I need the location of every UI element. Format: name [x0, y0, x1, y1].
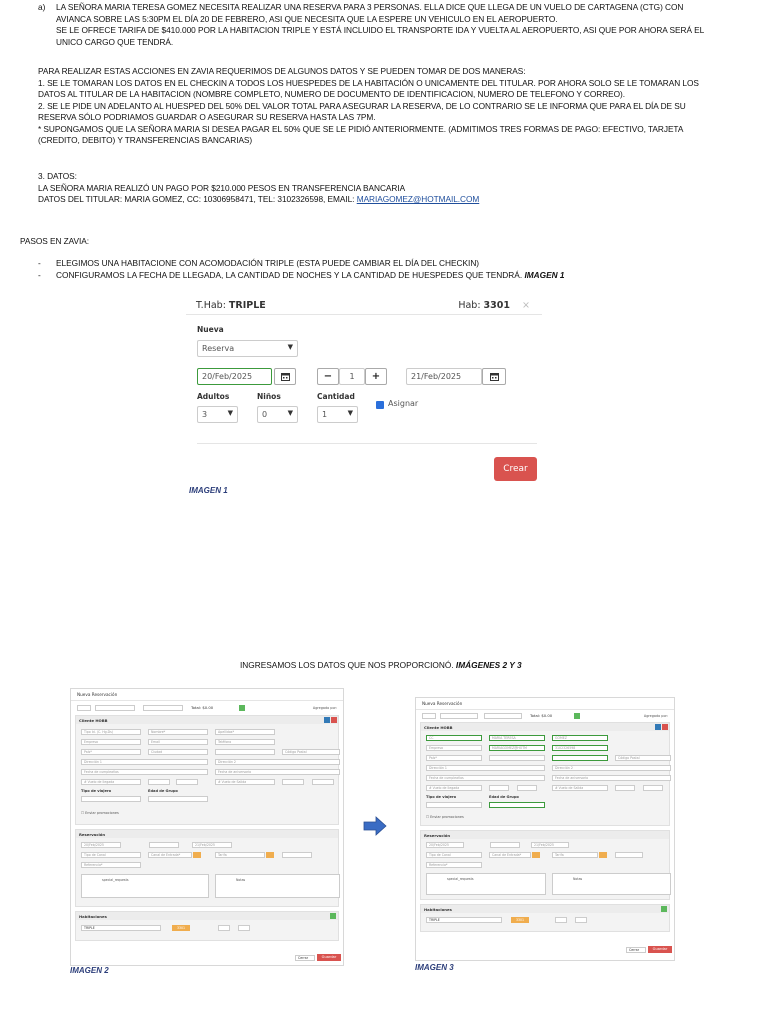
intro-line-4: UNICO CARGO QUE TENDRÁ.	[56, 36, 174, 47]
reserva-section	[75, 829, 339, 907]
tipo-id-field[interactable]: CC	[426, 735, 482, 741]
cliente-header: Cliente HOBB	[76, 716, 338, 724]
hab-select-2[interactable]	[238, 925, 250, 931]
select-1[interactable]	[440, 713, 478, 719]
add-room-icon[interactable]	[661, 906, 667, 912]
edad-grupo-label: Edad de Grupo	[148, 789, 178, 793]
cantidad-select[interactable]	[317, 406, 358, 423]
delete-icon[interactable]	[331, 717, 337, 723]
habit-section	[75, 911, 339, 941]
reserva-header: Reservación	[421, 831, 669, 839]
tipo-canal[interactable]: Tipo de Canal	[426, 852, 482, 858]
checkbox-icon	[376, 408, 384, 416]
total-label: Total: $0.00	[530, 713, 553, 718]
calendar-icon	[490, 372, 499, 381]
date-to[interactable]: 21/Feb/2025	[531, 842, 569, 848]
calendar-icon	[281, 372, 290, 381]
salida-field[interactable]: # Vuelo de Salida	[215, 779, 275, 785]
promo-label: Enviar promociones	[85, 811, 119, 815]
reserva-section	[420, 830, 670, 900]
datos-item-1a: 1. SE LE TOMARAN LOS DATOS EN EL CHECKIN A TODOS LOS HUESPEDES DE LA HABITACIÓN O UNICAMENTE DEL TITULAR. POR AHORA SOLO SE LE TOMARAN LOS	[38, 77, 699, 88]
intro-line-3: SE LE OFRECE TARIFA DE $410.000 POR LA HABITACION TRIPLE Y ESTÁ INCLUIDO EL TRANSPORTE IDA Y VUELTA AL AEROPUERTO, ASI QUE POR AHORA SERÁ EL	[56, 25, 705, 35]
hab-label: Hab:	[458, 300, 484, 311]
hab-select-1[interactable]	[555, 917, 567, 923]
guardar-button[interactable]: Guardar	[317, 954, 341, 961]
special-label: special_requests	[102, 878, 129, 882]
nombre-field[interactable]: MARIA TERESA	[489, 735, 545, 741]
datos-intro: PARA REALIZAR ESTAS ACCIONES EN ZAVIA REQUERIMOS DE ALGUNOS DATOS Y SE PUEDEN TOMAR DE DOS MANERAS:	[38, 66, 526, 76]
ingresamos-em: IMÁGENES 2 Y 3	[455, 660, 522, 670]
adultos-label: Adultos	[197, 392, 230, 401]
notas-area[interactable]	[215, 874, 340, 898]
close-icon[interactable]: ×	[522, 300, 530, 311]
aniversario-field[interactable]: Fecha de aniversario	[552, 775, 671, 781]
ninos-value: 0	[262, 410, 268, 419]
cliente-section	[420, 722, 670, 826]
datos-3-holder: DATOS DEL TITULAR: MARIA GOMEZ, CC: 10306958471, TEL: 3102326598, EMAIL:	[38, 194, 357, 204]
thab-label: T.Hab:	[196, 300, 229, 311]
hh-select[interactable]	[282, 779, 304, 785]
chevron-down-icon: ▼	[227, 409, 233, 417]
tarifa-button[interactable]	[266, 852, 274, 858]
intro-paragraph	[38, 2, 753, 48]
promo-label: Enviar promociones	[430, 815, 464, 819]
date-from-value: 20/Feb/2025	[202, 372, 253, 381]
notas-label: Notas	[573, 877, 583, 881]
nights-value: 1	[349, 372, 355, 381]
date-to-calendar-button[interactable]	[482, 368, 506, 385]
image-1-reservation-widget	[186, 296, 544, 488]
datos-3-section	[38, 171, 753, 206]
tipo-viajero-select[interactable]	[81, 796, 141, 802]
date-from[interactable]: 20/Feb/2025	[81, 842, 121, 848]
empresa-field[interactable]: Empresa	[81, 739, 141, 745]
datos-section	[38, 66, 753, 147]
nights-input[interactable]	[339, 368, 365, 385]
image-3-form-filled	[415, 697, 675, 961]
datos-item-2a: 2. SE LE PIDE UN ADELANTO AL HUESPED DEL 50% DEL VALOR TOTAL PARA ASEGURAR LA RESERVA, DE LO CONTRARIO SE LE INFORMA QUE PARA EL DÍA DE SU	[38, 100, 686, 111]
empresa-field[interactable]: Empresa	[426, 745, 482, 751]
dir1-field[interactable]: Dirección 1	[426, 765, 545, 771]
asignar-checkbox[interactable]	[376, 401, 384, 409]
image-3-caption: IMAGEN 3	[415, 963, 454, 972]
date-from-input[interactable]	[197, 368, 272, 385]
amount-field[interactable]	[615, 852, 643, 858]
date-to-value: 21/Feb/2025	[411, 372, 462, 381]
hh-select[interactable]	[148, 779, 170, 785]
promo-checkbox[interactable]: ☐ Enviar promociones	[426, 815, 464, 819]
email-link[interactable]: MARIAGOMEZ@HOTMAIL.COM	[356, 194, 480, 204]
arrow-right-icon	[363, 816, 387, 836]
email-field[interactable]: Email	[148, 739, 208, 745]
image-2-form-empty	[70, 688, 344, 966]
dir2-field[interactable]: Dirección 2	[215, 759, 340, 765]
ciudad-field-2[interactable]	[215, 749, 275, 755]
mm-select[interactable]	[643, 785, 663, 791]
hh-select[interactable]	[615, 785, 635, 791]
nights-plus-button[interactable]: +	[365, 368, 387, 385]
added-by: Agregado por:	[643, 714, 668, 718]
promo-checkbox[interactable]: ☐ Enviar promociones	[81, 811, 119, 815]
nights-stepper[interactable]	[149, 842, 179, 848]
canal-add-button[interactable]	[532, 852, 540, 858]
tarifa[interactable]: Tarifa	[215, 852, 265, 858]
ninos-label: Niños	[257, 392, 281, 401]
canal-entrada[interactable]: Canal de Entrada*	[148, 852, 192, 858]
ingresamos-text: INGRESAMOS LOS DATOS QUE NOS PROPORCIONÓ.	[240, 660, 456, 670]
hab-tag[interactable]: 3301	[511, 917, 529, 923]
date-to[interactable]: 21/Feb/2025	[192, 842, 232, 848]
nights-stepper[interactable]	[490, 842, 520, 848]
llegada-field[interactable]: # Vuelo de llegada	[81, 779, 141, 785]
cantidad-label: Cantidad	[317, 392, 355, 401]
image-2-caption: IMAGEN 2	[70, 966, 109, 975]
edit-icon[interactable]	[655, 724, 661, 730]
currency-select[interactable]	[484, 713, 522, 719]
hh-select[interactable]	[489, 785, 509, 791]
intro-line-2: AVIANCA SOBRE LAS 5:30PM EL DÍA 20 DE FEBRERO, ASI QUE NECESITA QUE LA ESPERE UN VEHICULO EN EL AEROPUERTO.	[56, 13, 558, 24]
delete-icon[interactable]	[662, 724, 668, 730]
apellidos-field[interactable]: GOMEZ	[552, 735, 608, 741]
bullet-dash: -	[38, 258, 41, 268]
dir2-field[interactable]: Dirección 2	[552, 765, 671, 771]
thab-value: TRIPLE	[228, 300, 266, 311]
intro-line-1: LA SEÑORA MARIA TERESA GOMEZ NECESITA REALIZAR UNA RESERVA PARA 3 PERSONAS. ELLA DICE QUE LLEGA DE UN VUELO DE CARTAGENA (CTG) CON	[56, 2, 684, 12]
guardar-button[interactable]: Guardar	[648, 946, 672, 953]
ciudad-field[interactable]	[489, 755, 545, 761]
hab-select-2[interactable]	[575, 917, 587, 923]
chevron-down-icon: ▼	[287, 409, 293, 417]
mm-select[interactable]	[517, 785, 537, 791]
reserva-header: Reservación	[76, 830, 338, 838]
special-requests[interactable]	[426, 873, 546, 895]
hab-value: 3301	[483, 300, 510, 311]
aniversario-field[interactable]: Fecha de aniversario	[215, 769, 340, 775]
small-select[interactable]	[77, 705, 91, 711]
datos-item-1b: DATOS AL TITULAR DE LA HABITACION (NOMBRE COMPLETO, NUMERO DE DOCUMENTO DE IDENTIFICACION, NUMERO DE TELEFONO Y CORREO).	[38, 89, 626, 99]
edad-grupo-select[interactable]	[489, 802, 545, 808]
pasos-bullet-1-text: ELEGIMOS UNA HABITACIONE CON ACOMODACIÓN TRIPLE (ESTA PUEDE CAMBIAR EL DÍA DEL CHECKIN)	[56, 258, 480, 268]
image-1-caption: IMAGEN 1	[189, 486, 228, 495]
pasos-title: PASOS EN ZAVIA:	[20, 236, 90, 246]
notas-area[interactable]	[552, 873, 671, 895]
chevron-down-icon: ▼	[347, 409, 353, 417]
divider	[197, 443, 537, 444]
habit-header: Habitaciones	[76, 912, 338, 920]
cumple-field[interactable]: Fecha de cumpleaños	[426, 775, 545, 781]
hab-tipo[interactable]: TRIPLE	[426, 917, 502, 923]
date-from-calendar-button[interactable]	[274, 368, 296, 385]
mm-select[interactable]	[176, 779, 198, 785]
cantidad-value: 1	[322, 410, 328, 419]
edad-grupo-select[interactable]	[148, 796, 208, 802]
nombre-field[interactable]: Nombre*	[148, 729, 208, 735]
chevron-down-icon: ▼	[287, 343, 293, 351]
pais-field[interactable]: País*	[426, 755, 482, 761]
telefono-field[interactable]: 3102326598	[552, 745, 608, 751]
datos-note-a: * SUPONGAMOS QUE LA SEÑORA MARIA SI DESEA PAGAR EL 50% QUE SE LE PIDIÓ ANTERIORMENTE. (ADMITIMOS TRES FORMAS DE PAGO: EFECTIVO, TARJETA	[38, 123, 684, 134]
adultos-select[interactable]	[197, 406, 238, 423]
added-by: Agregado por:	[312, 706, 337, 710]
pasos-bullet-2-em: IMAGEN 1	[524, 270, 565, 280]
tipo-viajero-select[interactable]	[426, 802, 482, 808]
habit-section	[420, 904, 670, 932]
datos-3-heading: 3. DATOS:	[38, 171, 77, 181]
pais-field[interactable]: País*	[81, 749, 141, 755]
special-requests[interactable]	[81, 874, 209, 898]
nueva-label: Nueva	[197, 325, 224, 334]
special-label: special_requests	[447, 877, 474, 881]
cp-field[interactable]: Código Postal	[282, 749, 340, 755]
ninos-select[interactable]	[257, 406, 298, 423]
edad-grupo-label: Edad de Grupo	[489, 795, 519, 799]
notas-label: Notas	[236, 878, 246, 882]
refresh-icon[interactable]	[574, 713, 580, 719]
asignar-label: Asignar	[388, 399, 419, 408]
mm-select[interactable]	[312, 779, 334, 785]
cliente-header: Cliente HOBB	[421, 723, 669, 731]
form-title: Nueva Reservación	[77, 692, 118, 697]
ingresamos-line	[240, 660, 522, 670]
select-1[interactable]	[95, 705, 135, 711]
cliente-section	[75, 715, 339, 825]
datos-3-payment: LA SEÑORA MARIA REALIZÓ UN PAGO POR $210.000 PESOS EN TRANSFERENCIA BANCARIA	[38, 182, 406, 193]
form-title: Nueva Reservación	[422, 701, 463, 706]
referencia[interactable]: Referencia*	[81, 862, 141, 868]
adultos-value: 3	[202, 410, 208, 419]
tarifa[interactable]: Tarifa	[552, 852, 598, 858]
tipo-viajero-label: Tipo de viajero	[81, 789, 112, 793]
small-select[interactable]	[422, 713, 436, 719]
divider	[186, 314, 542, 315]
pasos-bullet-1	[38, 258, 479, 270]
date-to-input[interactable]	[406, 368, 482, 385]
divider	[416, 709, 674, 710]
tipo-viajero-label: Tipo de viajero	[426, 795, 457, 799]
hab-tipo[interactable]: TRIPLE	[81, 925, 161, 931]
cerrar-button[interactable]: Cerrar	[626, 947, 646, 953]
dir1-field[interactable]: Dirección 1	[81, 759, 208, 765]
cerrar-button[interactable]: Cerrar	[295, 955, 315, 961]
hab-tag[interactable]: 3301	[172, 925, 190, 931]
habit-header: Habitaciones	[421, 905, 669, 913]
ciudad-field[interactable]: Ciudad	[148, 749, 208, 755]
canal-add-button[interactable]	[193, 852, 201, 858]
ciudad-field-2[interactable]	[552, 755, 608, 761]
divider	[71, 700, 343, 701]
intro-marker: a)	[38, 2, 46, 12]
crear-button[interactable]: Crear	[494, 457, 537, 481]
tipo-id-field[interactable]: Tipo Id. (C. Hg.Ds)	[81, 729, 141, 735]
edit-icon[interactable]	[324, 717, 330, 723]
cp-field[interactable]: Código Postal	[615, 755, 671, 761]
apellidos-field[interactable]: Apellidos*	[215, 729, 275, 735]
referencia[interactable]: Referencia*	[426, 862, 482, 868]
telefono-field[interactable]: Teléfono	[215, 739, 275, 745]
refresh-icon[interactable]	[239, 705, 245, 711]
nueva-select-value: Reserva	[202, 344, 235, 353]
pasos-bullet-2-text: CONFIGURAMOS LA FECHA DE LLEGADA, LA CANTIDAD DE NOCHES Y LA CANTIDAD DE HUESPEDES QUE TENDRÁ.	[56, 270, 525, 280]
hab-select-1[interactable]	[218, 925, 230, 931]
add-room-icon[interactable]	[330, 913, 336, 919]
canal-entrada[interactable]: Canal de Entrada*	[489, 852, 531, 858]
nights-minus-button[interactable]: −	[317, 368, 339, 385]
salida-field[interactable]: # Vuelo de Salida	[552, 785, 608, 791]
amount-field[interactable]	[282, 852, 312, 858]
pasos-bullet-2	[38, 270, 565, 282]
datos-item-2b: RESERVA SÓLO PODRIAMOS GUARDAR O ASEGURAR SU RESERVA HASTA LAS 7PM.	[38, 112, 376, 122]
currency-select[interactable]	[143, 705, 183, 711]
datos-note-b: (CREDITO, DEBITO) Y TRANSFERENCIAS BANCARIAS)	[38, 135, 253, 145]
tarifa-button[interactable]	[599, 852, 607, 858]
nueva-select[interactable]	[197, 340, 298, 357]
tipo-canal[interactable]: Tipo de Canal	[81, 852, 141, 858]
llegada-field[interactable]: # Vuelo de llegada	[426, 785, 482, 791]
email-field[interactable]: MARIAGOMEZ@HOTM	[489, 745, 545, 751]
total-label: Total: $0.00	[191, 705, 214, 710]
bullet-dash: -	[38, 270, 41, 280]
cumple-field[interactable]: Fecha de cumpleaños	[81, 769, 208, 775]
date-from[interactable]: 20/Feb/2025	[426, 842, 464, 848]
